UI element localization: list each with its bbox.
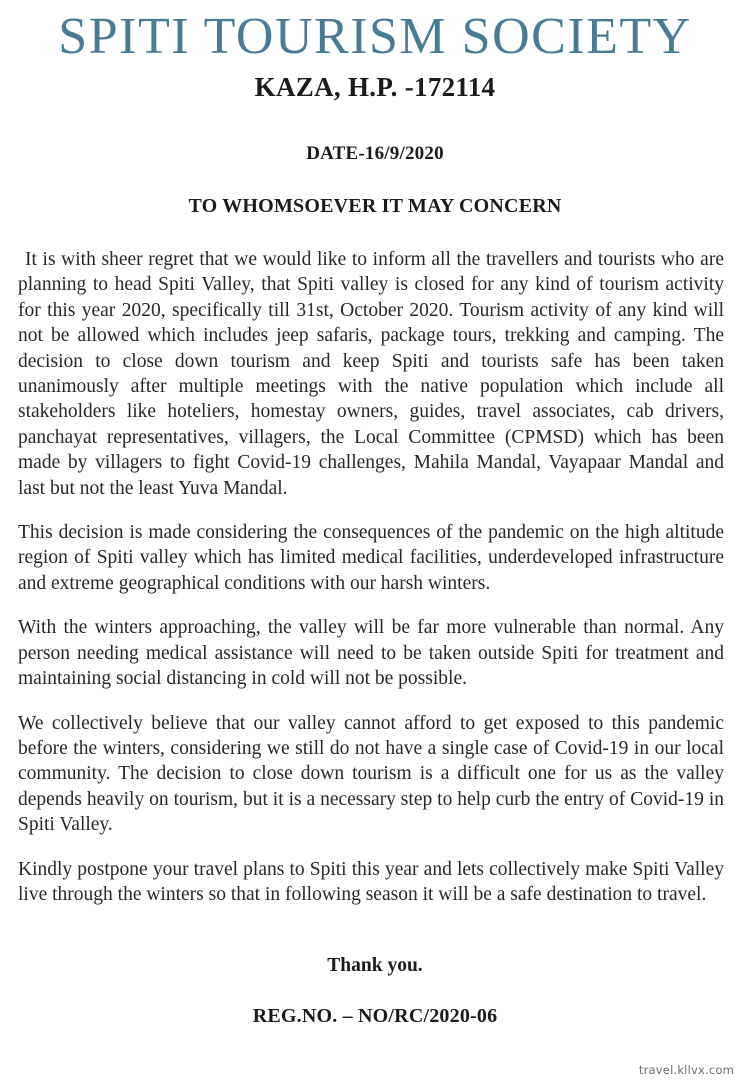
body-paragraph: This decision is made considering the consequences of the pandemic on the high altitude region of Spiti valley which has limited medical facilities, underdeveloped infrastructure and extreme geographical conditions with our harsh winters. [18, 522, 724, 594]
body-paragraph: We collectively believe that our valley cannot afford to get exposed to this pandemic before the winters, considering we still do not have a single case of Covid-19 in our local community. The decision to close down tourism is a difficult one for us as the valley depends heavily on tourism, but it is a necessary step to help curb the entry of Covid-19 in Spiti Valley. [18, 712, 724, 836]
letterhead [0, 0, 750, 104]
body-paragraph: Kindly postpone your travel plans to Spiti this year and lets collectively make Spiti Valley live through the winters so that in following season it will be a safe destination to travel. [18, 858, 724, 905]
body-paragraph: It is with sheer regret that we would like to inform all the travellers and tourists who are planning to head Spiti Valley, that Spiti valley is closed for any kind of tourism activity for this year 2020, specifically till 31st, October 2020. Tourism activity of any kind will not be allowed which includes jeep safaris, package tours, trekking and camping. The decision to close down tourism and keep Spiti and tourists safe has been taken unanimously after multiple meetings with the native population which include all stakeholders like hoteliers, homestay owners, guides, travel associates, cab drivers, panchayat representatives, villagers, the Local Committee (CPMSD) which has been made by villagers to fight Covid-19 challenges, Mahila Mandal, Vayapaar Mandal and last but not the least Yuva Mandal. [18, 249, 724, 499]
document-subject: TO WHOMSOEVER IT MAY CONCERN [188, 195, 562, 217]
document-date: DATE-16/9/2020 [306, 143, 444, 164]
closing-block [0, 953, 750, 1029]
document-body [18, 247, 724, 907]
source-watermark: travel.kllvx.com [638, 1063, 734, 1077]
organization-address: KAZA, H.P. -172114 [254, 72, 496, 102]
registration-number: REG.NO. – NO/RC/2020-06 [252, 1005, 498, 1028]
organization-title: SPITI TOURISM SOCIETY [58, 8, 692, 65]
body-paragraph: With the winters approaching, the valley will be far more vulnerable than normal. Any person needing medical assistance will need to be taken outside Spiti for treatment and maintaining social distancing in cold will not be possible. [18, 617, 724, 690]
thank-you-line: Thank you. [327, 955, 423, 977]
